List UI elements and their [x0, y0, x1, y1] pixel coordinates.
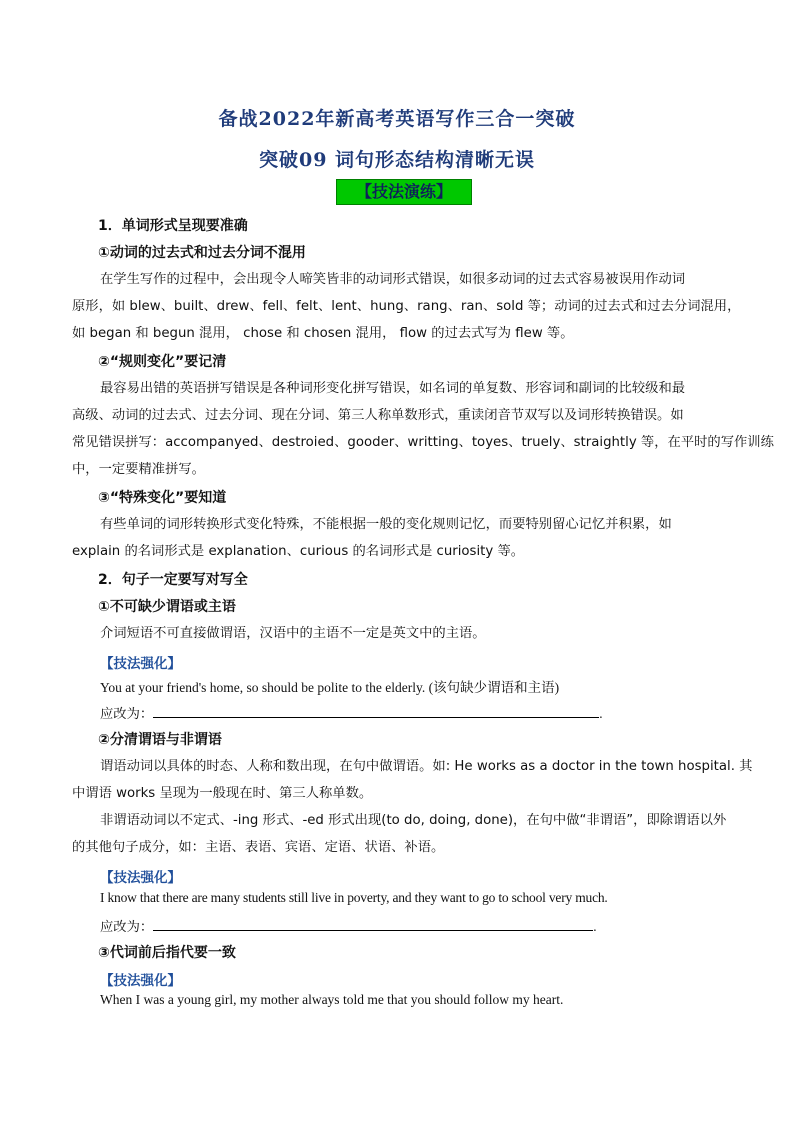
answer-label: 应改为：: [100, 920, 154, 935]
section-1-sub-1: ①动词的过去式和过去分词不混用: [98, 245, 306, 261]
answer-period: .: [593, 919, 597, 934]
answer-line: [100, 703, 603, 722]
example-sentence: I know that there are many students still live in poverty, and they want to go to school very much.: [100, 890, 608, 905]
answer-label: 应改为：: [100, 707, 154, 722]
paragraph-text: 原形，如 blew、built、drew、fell、felt、lent、hung、rang、ran、sold 等；动词的过去式和过去分词混用，: [72, 299, 741, 314]
section-1-heading: 1．单词形式呈现要准确: [98, 218, 248, 234]
document-subtitle: 突破09 词句形态结构清晰无误: [258, 149, 536, 171]
paragraph-text: 介词短语不可直接做谓语，汉语中的主语不一定是英文中的主语。: [100, 626, 486, 641]
tip-label: 【技法强化】: [100, 870, 181, 886]
paragraph-text: 中，一定要精准拼写。: [72, 462, 205, 477]
section-1-sub-2: ②“规则变化”要记清: [98, 354, 227, 370]
answer-blank[interactable]: [153, 916, 593, 931]
paragraph-text: 如 began 和 begun 混用， chose 和 chosen 混用， flow 的过去式写为 flew 等。: [72, 326, 574, 341]
paragraph-text: 中谓语 works 呈现为一般现在时、第三人称单数。: [72, 786, 373, 801]
paragraph-text: 有些单词的词形转换形式变化特殊，不能根据一般的变化规则记忆，而要特别留心记忆并积累，如: [100, 517, 672, 532]
answer-line: [100, 916, 597, 935]
paragraph-text: explain 的名词形式是 explanation、curious 的名词形式是 curiosity 等。: [72, 544, 525, 559]
section-1-sub-3: ③“特殊变化”要知道: [98, 490, 227, 506]
section-2-sub-3: ③代词前后指代要一致: [98, 945, 236, 961]
section-2-heading: 2．句子一定要写对写全: [98, 572, 248, 588]
paragraph-text: 在学生写作的过程中，会出现令人啼笑皆非的动词形式错误，如很多动词的过去式容易被误用作动词: [100, 272, 686, 287]
paragraph-text: 谓语动词以具体的时态、人称和数出现，在句中做谓语。如: He works as a doctor in the town hospital. 其: [100, 759, 753, 774]
document-title: 备战2022年新高考英语写作三合一突破: [218, 108, 576, 130]
section-tag: 【技法演练】: [336, 179, 472, 205]
paragraph-text: 的其他句子成分，如：主语、表语、宾语、定语、状语、补语。: [72, 840, 445, 855]
paragraph-text: 高级、动词的过去式、过去分词、现在分词、第三人称单数形式，重读闭音节双写以及词形转换错误。如: [72, 408, 684, 423]
example-sentence: You at your friend's home, so should be polite to the elderly. (该句缺少谓语和主语): [100, 680, 560, 695]
answer-period: .: [599, 706, 603, 721]
tip-label: 【技法强化】: [100, 973, 181, 989]
section-2-sub-2: ②分清谓语与非谓语: [98, 732, 222, 748]
example-sentence: When I was a young girl, my mother always told me that you should follow my heart.: [100, 992, 564, 1007]
section-2-sub-1: ①不可缺少谓语或主语: [98, 599, 236, 615]
tip-label: 【技法强化】: [100, 656, 181, 672]
paragraph-text: 非谓语动词以不定式、-ing 形式、-ed 形式出现(to do, doing, done)，在句中做“非谓语”，即除谓语以外: [100, 813, 727, 828]
paragraph-text: 常见错误拼写：accompanyed、destroied、gooder、writting、toyes、truely、straightly 等，在平时的写作训练: [72, 435, 774, 450]
paragraph-text: 最容易出错的英语拼写错误是各种词形变化拼写错误，如名词的单复数、形容词和副词的比较级和最: [100, 381, 686, 396]
answer-blank[interactable]: [153, 703, 599, 718]
